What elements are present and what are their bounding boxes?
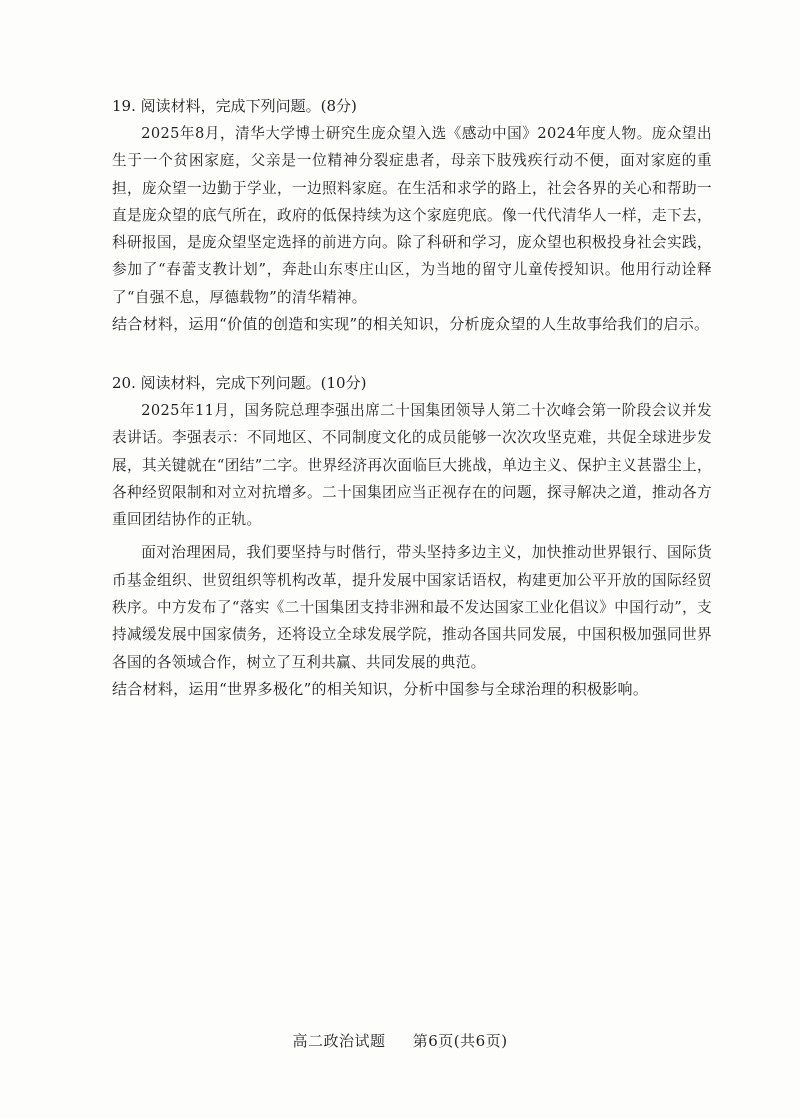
- question-20-material-1: 2025年11月，国务院总理李强出席二十国集团领导人第二十次峰会第一阶段会议并发表讲话。李强表示：不同地区、不同制度文化的成员能够一次次攻坚克难，共促全球进步发展，其关键就在“团结”二字。世界经济再次面临巨大挑战，单边主义、保护主义甚嚣尘上，各种经贸限制和对立对抗增多。二十国集团应当正视存在的问题，探寻解决之道，推动各方重回团结协作的正轨。: [112, 402, 712, 529]
- question-20-title: 20. 阅读材料，完成下列问题。(10分): [112, 374, 367, 392]
- question-19-prompt: 结合材料，运用“价值的创造和实现”的相关知识，分析庞众望的人生故事给我们的启示。: [112, 315, 710, 334]
- question-20-prompt: 结合材料，运用“世界多极化”的相关知识，分析中国参与全球治理的积极影响。: [112, 679, 649, 698]
- question-19: [112, 92, 712, 339]
- page-footer: [0, 1031, 800, 1051]
- footer-page-number: 第6页(共6页): [412, 1032, 508, 1050]
- question-19-material: 2025年8月，清华大学博士研究生庞众望入选《感动中国》2024年度人物。庞众望出生于一个贫困家庭，父亲是一位精神分裂症患者，母亲下肢残疾行动不便，面对家庭的重担，庞众望一边勤于学业，一边照料家庭。在生活和求学的路上，社会各界的关心和帮助一直是庞众望的底气所在，政府的低保持续为这个家庭兜底。像一代代清华人一样，走下去，科研报国，是庞众望坚定选择的前进方向。除了科研和学习，庞众望也积极投身社会实践，参加了“春蕾支教计划”，奔赴山东枣庄山区，为当地的留守儿童传授知识。他用行动诠释了“自强不息，厚德载物”的清华精神。: [112, 125, 712, 306]
- question-20: [112, 369, 712, 703]
- question-20-material-2: 面对治理困局，我们要坚持与时偕行，带头坚持多边主义，加快推动世界银行、国际货币基金组织、世贸组织等机构改革，提升发展中国家话语权，构建更加公平开放的国际经贸秩序。中方发布了“落实《二十国集团支持非洲和最不发达国家工业化倡议》中国行动”，支持减缓发展中国家债务，还将设立全球发展学院，推动各国共同发展，中国积极加强同世界各国的各领域合作，树立了互利共赢、共同发展的典范。: [112, 544, 712, 671]
- question-19-title: 19. 阅读材料，完成下列问题。(8分): [112, 97, 357, 115]
- footer-subject: 高二政治试题: [292, 1032, 386, 1050]
